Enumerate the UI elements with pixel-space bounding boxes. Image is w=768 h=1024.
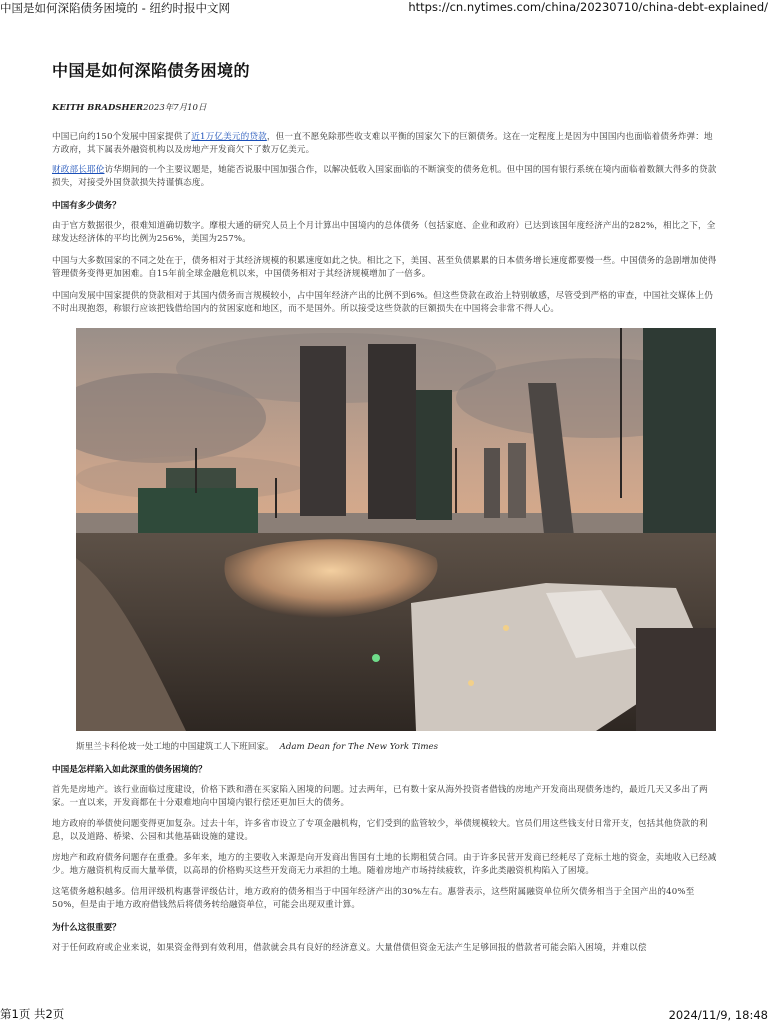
paragraph-local-government: 地方政府的举债使问题变得更加复杂。过去十年，许多省市设立了专项金融机构，它们受到的监管较少，举债规模较大。官员们用这些钱支付日常开支，包括其他贷款的利息，以及道路、桥梁、公园和其他基础设施的建设。 xyxy=(52,819,708,842)
byline-author: KEITH BRADSHER xyxy=(52,103,144,113)
page-number: 第1页 共2页 xyxy=(0,1007,65,1021)
paragraph-debt-size: 由于官方数据很少，很难知道确切数字。摩根大通的研究人员上个月计算出中国境内的总体债务（包括家庭、企业和政府）已达到该国年度经济产出的282%，相比之下，全球发达经济体的平均比例为256%，美国为257%。 xyxy=(52,221,716,244)
print-header xyxy=(0,0,768,16)
print-footer xyxy=(0,1008,768,1024)
paragraph-yellen xyxy=(52,164,718,190)
article-continued xyxy=(52,763,718,955)
photo-credit: Adam Dean for The New York Times xyxy=(279,742,438,752)
paragraph-real-estate: 首先是房地产。该行业面临过度建设，价格下跌和潜在买家陷入困境的问题。过去两年，已有数十家从海外投资者借钱的房地产开发商出现债务违约，最近几天又多出了两家。一直以来，开发商都在十分艰难地向中国境内银行偿还更加巨大的债务。 xyxy=(52,785,708,808)
paragraph-fitch-estimate: 这笔债务越积越多。信用评级机构惠誉评级估计，地方政府的债务相当于中国年经济产出的30%左右。惠誉表示，这些附属融资单位所欠债务相当于全国产出的40%至50%，但是由于地方政府借钱然后将债务转给融资单位，可能会出现双重计算。 xyxy=(52,887,695,910)
subheading-how-much-debt: 中国有多少债务？ xyxy=(52,201,121,211)
paragraph-text: 访华期间的一个主要议题是，她能否说服中国加强合作，以解决低收入国家面临的不断演变的债务危机。但中国的国有银行系统在境内面临着数额大得多的贷款损失，对接受外国贷款损失持谨慎态度。 xyxy=(52,165,717,188)
print-datetime: 2024/11/9, 18:48 xyxy=(668,1008,768,1022)
paragraph-intro xyxy=(52,131,718,157)
paragraph-debt-growth: 中国与大多数国家的不同之处在于，债务相对于其经济规模的积累速度如此之快。相比之下，美国、甚至负债累累的日本债务增长速度都要慢一些。中国债务的急剧增加使得管理债务变得更加困难。自15年前全球金融危机以来，中国债务相对于其经济规模增加了一倍多。 xyxy=(52,256,717,279)
byline-date: 2023年7月10日 xyxy=(143,103,207,113)
paragraph-land-sales: 房地产和政府债务问题存在重叠。多年来，地方的主要收入来源是向开发商出售国有土地的长期租赁合同。由于许多民营开发商已经耗尽了竞标土地的资金，卖地收入已经减少。地方融资机构反而大量举债，以高昂的价格购买这些开发商无力承担的土地。随着房地产市场持续疲软，许多此类融资机构陷入了困境。 xyxy=(52,853,717,876)
paragraph-text: 中国已向约150个发展中国家提供了 xyxy=(52,132,192,142)
construction-photo xyxy=(76,328,716,731)
article-headline: 中国是如何深陷债务困境的 xyxy=(52,61,251,80)
caption-text: 斯里兰卡科伦坡一处工地的中国建筑工人下班回家。 xyxy=(76,742,274,752)
yellen-link[interactable]: 财政部长耶伦 xyxy=(52,165,105,175)
paragraph-foreign-loans: 中国向发展中国家提供的贷款相对于其国内债务而言规模较小，占中国年经济产出的比例不到6%。但这些贷款在政治上特别敏感，尽管受到严格的审查，中国社交媒体上仍不时出现抱怨，称银行应该把钱借给国内的贫困家庭和地区，而不是国外。所以接受这些贷款的巨额损失在中国将会非常不得人心。 xyxy=(52,291,713,314)
article xyxy=(52,58,718,316)
print-page-url: https://cn.nytimes.com/china/20230710/china-debt-explained/ xyxy=(408,0,768,14)
print-page-title: 中国是如何深陷债务困境的 - 纽约时报中文网 xyxy=(0,1,230,15)
photo-caption xyxy=(76,740,438,752)
paragraph-text: ，但一直不愿免除那些收支难以平衡的国家欠下的巨额债务。这在一定程度上是因为中国国内也面临着债务炸弹：地方政府，其下属表外融资机构以及房地产开发商欠下了数万亿美元。 xyxy=(52,132,713,155)
subheading-how-china-got-in-debt: 中国是怎样陷入如此深重的债务困境的？ xyxy=(52,765,207,775)
byline xyxy=(52,101,718,113)
subheading-why-it-matters: 为什么这很重要？ xyxy=(52,923,121,933)
loans-link[interactable]: 近1万亿美元的贷款 xyxy=(191,132,267,142)
paragraph-why-it-matters: 对于任何政府或企业来说，如果资金得到有效利用，借款就会具有良好的经济意义。大量借债但资金无法产生足够回报的借款者可能会陷入困境，并难以偿 xyxy=(52,943,647,953)
